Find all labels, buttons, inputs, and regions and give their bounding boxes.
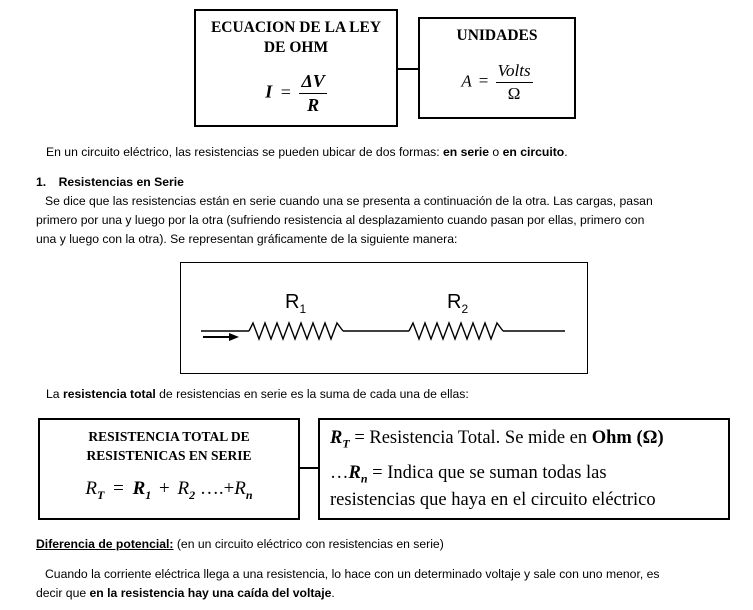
total-resistance-title-line1: RESISTENCIA TOTAL DE: [88, 429, 250, 444]
section-heading: [36, 173, 184, 192]
total-resistance-formula: $R_T = R_1 + R_2$ $\dots.+R_n$: [85, 478, 253, 502]
section-body-line1: Se dice que las resistencias están en serie cuando una se presenta a continuación de la otra. Las cargas, pasan: [45, 194, 653, 208]
formula-denominator: R: [307, 95, 320, 115]
units-equals: =: [478, 71, 489, 91]
section-body-line2: primero por una y luego por la otra (sufriendo resistencia al desplazamiento cuando pasan por ellas, primero con: [36, 213, 645, 227]
units-numerator: Volts: [496, 61, 533, 83]
closing-line2: decir que en la resistencia hay una caída del voltaje.: [36, 586, 335, 600]
formula-numerator: ΔV: [299, 71, 326, 94]
intro-bold-circuito: en circuito: [502, 145, 565, 159]
section-body: [36, 192, 653, 249]
total-resistance-text: La resistencia total de resistencias en serie es la suma de cada una de ellas:: [46, 387, 469, 401]
definitions-line2: $\dots R_n$ = Indica que se suman todas las: [330, 463, 607, 486]
top-connector-line: [398, 68, 418, 70]
total-resistance-title: [40, 427, 298, 465]
resistor-2-label: $R_2$: [447, 291, 469, 316]
ohm-law-box: [194, 9, 398, 127]
resistor-2-zigzag: [409, 323, 503, 339]
potential-heading: Diferencia de potencial: (en un circuito eléctrico con resistencias en serie): [36, 537, 444, 551]
series-circuit-svg: [181, 263, 586, 372]
intro-bold-serie: en serie: [442, 145, 490, 159]
definitions-box: [318, 418, 730, 520]
closing-line1: Cuando la corriente eléctrica llega a una resistencia, lo hace con un determinado voltaje y sale con uno menor, es: [45, 567, 660, 581]
intro-end: .: [564, 145, 568, 159]
definitions-line3: resistencias que haya en el circuito eléctrico: [330, 490, 656, 510]
units-fraction: [496, 61, 533, 104]
units-formula: [420, 61, 574, 104]
intro-text: En un circuito eléctrico, las resistencias se pueden ubicar de dos formas:: [46, 145, 443, 159]
total-resistance-title-line2: RESISTENICAS EN SERIE: [86, 448, 252, 463]
units-denominator: Ω: [507, 84, 521, 103]
ohm-law-title-line2: DE OHM: [263, 39, 329, 56]
intro-mid: o: [489, 145, 503, 159]
intro-paragraph: [46, 143, 568, 162]
current-arrow-head-icon: [229, 333, 239, 341]
ohm-law-title-line1: ECUACION DE LA LEY: [210, 19, 382, 36]
section-number: 1.: [36, 175, 47, 189]
resistor-1-zigzag: [249, 323, 343, 339]
definitions-line1: $R_T$ = Resistencia Total. Se mide en Ohm (Ω): [330, 428, 664, 451]
circuit-diagram-frame: [180, 262, 588, 374]
units-box: [418, 17, 576, 119]
units-lhs: A: [461, 71, 472, 91]
resistor-1-label: $R_1$: [285, 291, 307, 316]
bottom-connector-line: [300, 467, 318, 469]
formula-lhs: I: [265, 81, 273, 102]
formula-fraction: [299, 71, 326, 116]
section-body-line3: una y luego con la otra). Se representan gráficamente de la siguiente manera:: [36, 232, 458, 246]
section-title: Resistencias en Serie: [58, 175, 184, 189]
units-title: UNIDADES: [456, 27, 538, 44]
formula-equals: =: [280, 81, 291, 102]
total-resistance-box: [38, 418, 300, 520]
ohm-law-formula: [196, 71, 396, 116]
ohm-law-title: [196, 18, 396, 58]
closing-paragraph: [36, 565, 659, 603]
